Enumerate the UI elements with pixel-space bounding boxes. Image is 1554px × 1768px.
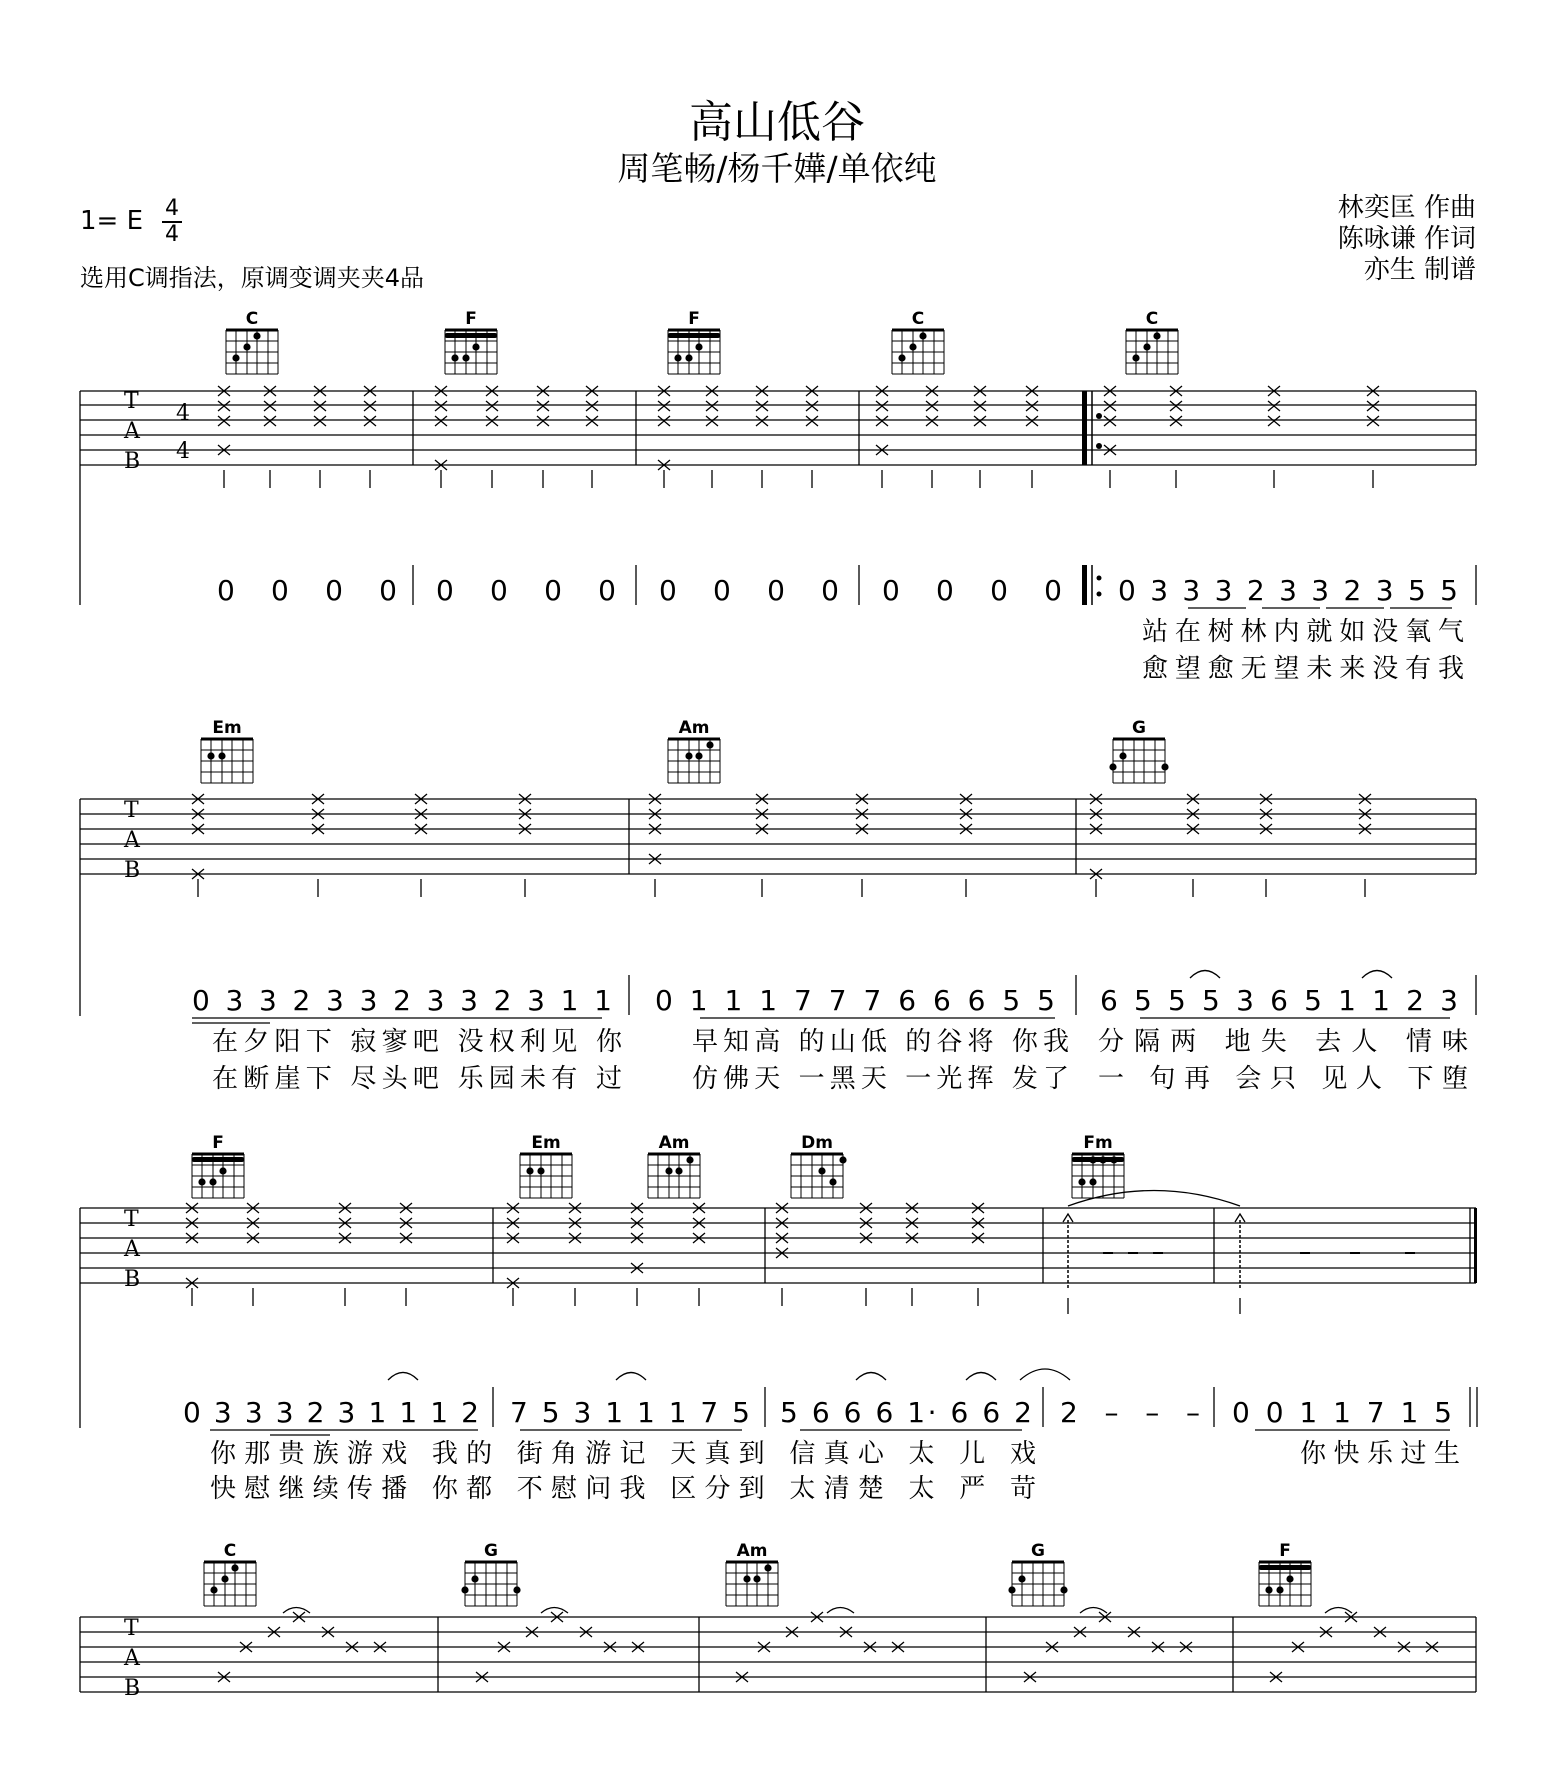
chord-name: G [1031,1541,1045,1561]
chord-name: C [911,309,925,329]
strum-mark [756,401,768,411]
strum-mark [1367,416,1379,426]
strum-mark [264,401,276,411]
chord-name: Em [531,1133,561,1153]
lyrics-line: 仿佛天 一黑天 一光挥 发了 [692,1064,1069,1094]
strum-mark [1170,401,1182,411]
strum-mark [876,416,888,426]
strum-mark [876,401,888,411]
strum-mark [435,416,447,426]
strum-mark [218,416,230,426]
strum-mark [1268,416,1280,426]
tab-letter-a: A [124,828,140,853]
tab-time-bottom: 4 [176,439,190,464]
song-artist: 周笔畅/杨千嬅/单依纯 [617,149,937,188]
strum-mark [658,401,670,411]
chord-name: Am [678,718,710,738]
strum-mark [314,401,326,411]
credit-transcriber: 亦生 制谱 [1363,255,1476,285]
strum-mark [1104,401,1116,411]
strum-mark [1268,401,1280,411]
chord-diagram [204,1541,256,1606]
tab-letter-t: T [124,389,139,414]
chord-name: C [245,309,259,329]
jianpu-measure: 7 5 3 1 1 1 7 5 [510,1396,750,1429]
notation-row-1 [217,565,1476,684]
lyrics-line: 早知高 的山低 的谷将 你我 [692,1027,1069,1057]
strum-mark [706,416,718,426]
time-top: 4 [165,196,179,221]
strum-mark [537,401,549,411]
strum-mark [1026,401,1038,411]
chord-diagram [726,1541,778,1606]
chord-diagram [1072,1133,1124,1198]
jianpu-measure: 0 3 3 2 3 3 2 3 3 2 3 1 1 [192,984,612,1017]
strum-mark [806,416,818,426]
chord-name: F [688,309,700,329]
chord-diagram [445,309,497,374]
chord-diagram [1259,1541,1311,1606]
lyrics-line: 你快乐过生 [1300,1439,1460,1469]
jianpu-measure: 0 1 1 1 7 7 7 6 6 6 5 5 [655,984,1055,1017]
strum-mark [364,401,376,411]
chord-diagram [892,309,944,374]
chord-name: G [1132,718,1146,738]
credit-lyricist: 陈咏谦 作词 [1337,224,1476,254]
strum-mark [218,401,230,411]
lyrics-line: 愈望愈无望未来没有我 [1142,654,1464,684]
jianpu-measure: 0 0 0 0 [659,574,839,607]
capo-note: 选用C调指法，原调变调夹夹4品 [80,264,425,292]
lyrics-line: 在夕阳下 寂寥吧 没权利见 你 [212,1027,622,1057]
lyrics-line: 一 句再 会只 见人 下堕 [1098,1064,1468,1094]
strum-mark [1367,401,1379,411]
chord-name: Am [658,1133,690,1153]
tab-strums [186,1203,984,1306]
notation-row-3 [183,1369,1477,1504]
tab-time-top: 4 [176,401,190,426]
lyrics-line: 在断崖下 尽头吧 乐园未有 过 [212,1064,622,1094]
jianpu-measure: 2 – – – [1060,1396,1200,1429]
jianpu-measure: 0 0 1 1 7 1 5 [1232,1396,1452,1429]
jianpu-measure: 0 0 0 0 [217,574,397,607]
strum-mark [1104,416,1116,426]
strum-mark [756,416,768,426]
chord-name: Am [736,1541,768,1561]
lyrics-line: 快慰继续传播 你都 不慰问我 区分到 太清楚 太 严 苛 [210,1474,1036,1504]
strum-mark [486,401,498,411]
chord-name: Fm [1083,1133,1113,1153]
tab-strums [192,794,1371,897]
tab-strums [218,386,1379,488]
chord-diagram [1008,1541,1067,1606]
strum-mark [974,416,986,426]
strum-mark [586,416,598,426]
chord-diagram [1109,718,1168,783]
tab-letter-a: A [124,1237,140,1262]
notation-row-2 [192,971,1476,1095]
tab-letter-a: A [124,1646,140,1671]
chord-name: F [212,1133,224,1153]
strum-mark [1170,416,1182,426]
lyrics-line: 站在树林内就如没氧气 [1142,617,1464,647]
staff-row-1 [80,389,1476,605]
tab-letter-a: A [124,419,140,444]
strum-mark [264,416,276,426]
tab-letter-t: T [124,1207,139,1232]
tab-letter-b: B [124,1267,141,1292]
chord-diagram [226,309,278,374]
chord-diagram [461,1541,520,1606]
chord-name: C [1145,309,1159,329]
tab-letter-t: T [124,798,139,823]
tab-letter-b: B [124,1676,141,1701]
staff-row-4 [80,1616,1476,1701]
strum-mark [537,416,549,426]
strum-mark [486,416,498,426]
strum-mark [364,416,376,426]
jianpu-measure: 5 6 6 6 1· 6 6 2 [780,1396,1032,1429]
tab-letter-t: T [124,1616,139,1641]
chord-diagram [1126,309,1178,374]
chord-diagram [192,1133,244,1198]
strum-mark [974,401,986,411]
strum-mark [1026,416,1038,426]
jianpu-measure: 6 5 5 5 3 6 5 1 1 2 3 [1100,984,1458,1017]
strum-mark [435,401,447,411]
tie-marks [283,1608,1352,1614]
tab-letter-b: B [124,858,141,883]
chord-name: Em [212,718,242,738]
chord-name: F [465,309,477,329]
chord-name: C [223,1541,237,1561]
lyrics-line: 你那贵族游戏 我的 街角游记 天真到 信真心 太 儿 戏 [210,1439,1036,1469]
tab-letter-b: B [124,449,141,474]
jianpu-measure: 0 3 3 3 2 3 3 2 3 5 5 [1118,574,1458,607]
strum-mark [926,416,938,426]
chord-name: F [1279,1541,1291,1561]
key-signature: 1= E [80,206,144,236]
strum-mark [314,416,326,426]
strum-mark [926,401,938,411]
chord-name: G [484,1541,498,1561]
strum-mark [806,401,818,411]
chord-name: Dm [801,1133,833,1153]
jianpu-measure: 0 0 0 0 [882,574,1062,607]
chord-diagram [648,1133,700,1198]
jianpu-measure: 0 0 0 0 [436,574,616,607]
chord-diagram [668,309,720,374]
chord-diagram [520,1133,572,1198]
strum-mark [658,416,670,426]
staff-row-2 [80,798,1476,1016]
chord-diagram [791,1133,847,1198]
jianpu-measure: 0 3 3 3 2 3 1 1 1 2 [183,1396,479,1429]
chord-diagram [668,718,720,783]
credit-composer: 林奕匡 作曲 [1337,193,1476,223]
song-title: 高山低谷 [689,97,865,148]
strum-mark [706,401,718,411]
time-bottom: 4 [165,222,179,247]
chord-diagram [201,718,253,783]
lyrics-line: 分隔两 地失 去人 情味 [1098,1027,1468,1057]
strum-mark [586,401,598,411]
